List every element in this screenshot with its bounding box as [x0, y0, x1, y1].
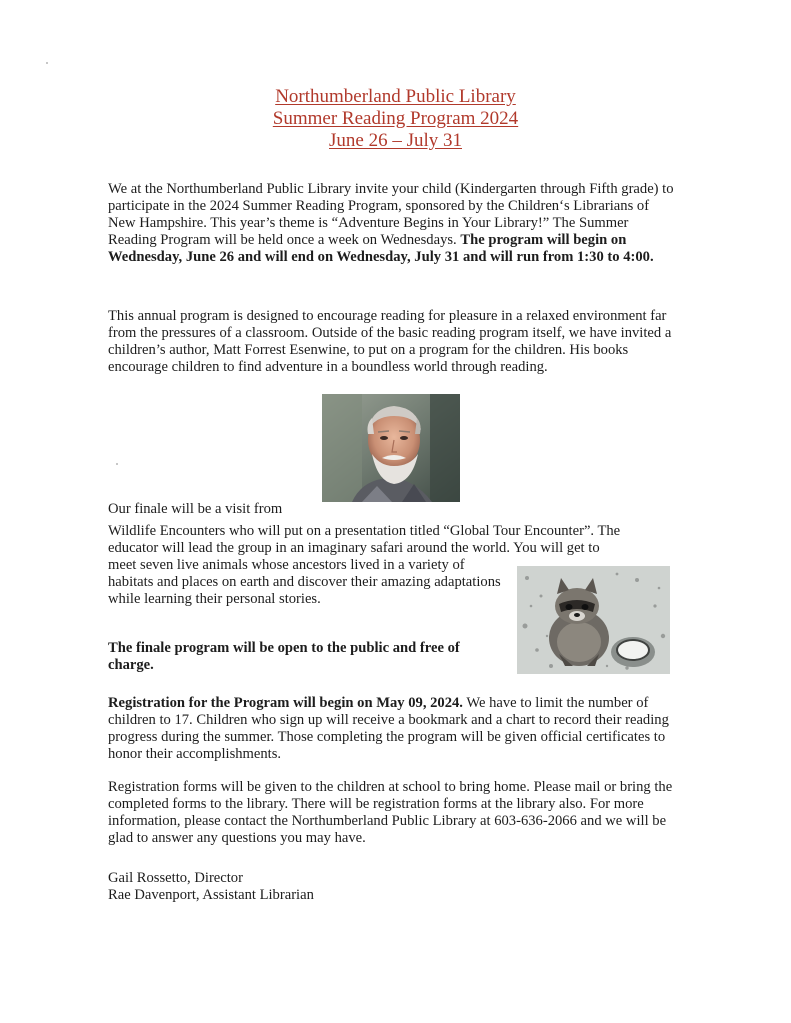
title-block	[0, 86, 791, 152]
scan-speck	[46, 62, 48, 64]
program-title-heading: Summer Reading Program 2024	[272, 108, 519, 129]
program-dates-heading: June 26 – July 31	[329, 130, 462, 151]
program-paragraph: This annual program is designed to encourage reading for pleasure in a relaxed environment far from the pressures of a classroom. Outside of the basic reading program itself, we have invited a children’s author, Matt Forrest Esenwine, to put on a program for the children. His books encourage children to find adventure in a boundless world through reading.	[108, 308, 672, 375]
raccoon-image	[517, 566, 670, 674]
author-portrait-image	[322, 394, 460, 502]
finale-intro-line: Our finale will be a visit from	[108, 501, 283, 517]
author-photo	[322, 394, 460, 502]
registration-text: We have to limit the number of children to 17. Children who sign up will receive a bookmark and a chart to record their reading progress during the summer. Those completing the program will be given official certificates to honor their accomplishments.	[108, 695, 669, 762]
intro-text: We at the Northumberland Public Library invite your child (Kindergarten through Fifth grade) to participate in the 2024 Summer Reading Program, sponsored by the Children‘s Librarians of New Hampshire. This year’s theme is “Adventure Begins in Your Library!” The Summer Reading Program will be held once a week on Wednesdays.	[108, 181, 674, 248]
intro-paragraph	[108, 181, 678, 266]
assistant-signature: Rae Davenport, Assistant Librarian	[108, 886, 314, 903]
scan-speck	[116, 463, 118, 465]
library-name-heading: Northumberland Public Library	[275, 86, 516, 107]
finale-animals-text: meet seven live animals whose ancestors lived in a variety of habitats and places on earth and discover their amazing adaptations while learning their personal stories.	[108, 557, 501, 607]
finale-public-note: The finale program will be open to the public and free of charge.	[108, 640, 460, 673]
forms-paragraph: Registration forms will be given to the children at school to bring home. Please mail or bring the completed forms to the library. There will be registration forms at the library also. For more information, please contact the Northumberland Public Library at 603-636-2066 and we will be glad to answer any questions you may have.	[108, 779, 673, 846]
intro-schedule-bold: The program will begin on Wednesday, June 26 and will end on Wednesday, July 31 and will run from 1:30 to 4:00.	[108, 231, 654, 265]
director-signature: Gail Rossetto, Director	[108, 870, 243, 886]
animal-photo	[517, 566, 670, 674]
registration-paragraph	[108, 695, 673, 763]
registration-date-bold: Registration for the Program will begin on May 09, 2024.	[108, 695, 463, 711]
signature-block	[108, 870, 678, 904]
finale-description: Wildlife Encounters who will put on a presentation titled “Global Tour Encounter”. The educator will lead the group in an imaginary safari around the world. You will get to	[108, 523, 621, 556]
